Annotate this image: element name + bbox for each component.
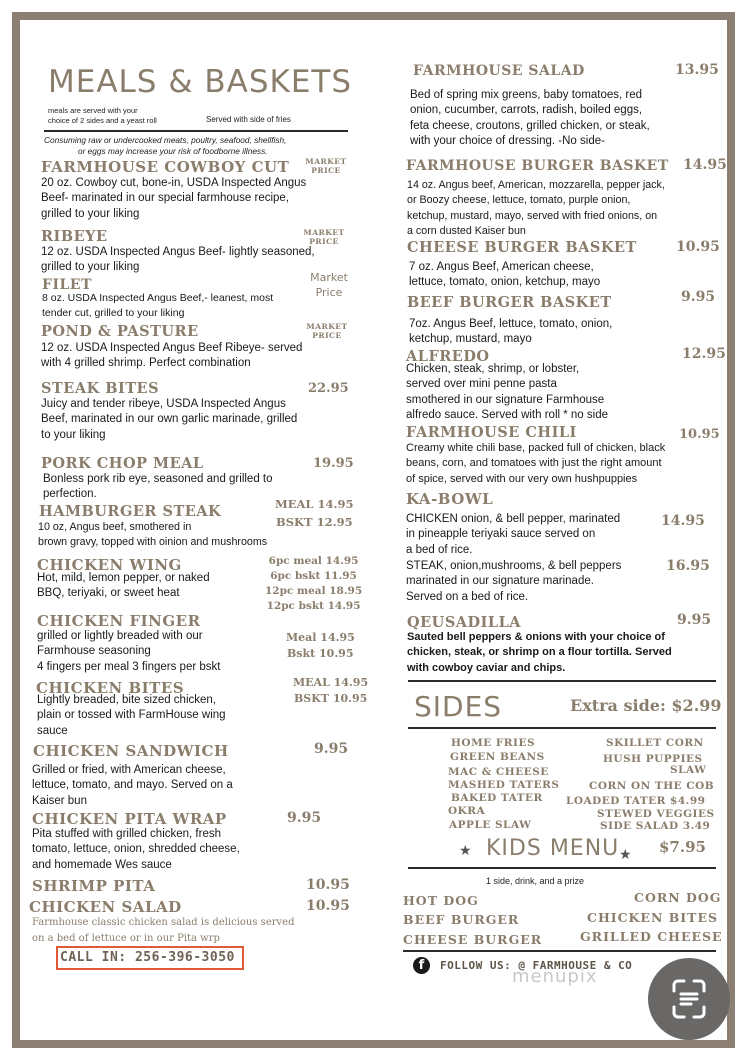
- item-title-chicken-bites: CHICKEN BITES: [36, 679, 185, 697]
- item-title-pork-chop: PORK CHOP MEAL: [41, 455, 204, 472]
- price-chicken-pita: 9.95: [287, 810, 322, 826]
- side-item: CORN ON THE COB: [589, 780, 715, 792]
- price-shrimp-pita: 10.95: [306, 877, 350, 893]
- desc-pork-chop: Bonless pork rib eye, seasoned and grilled to perfection.: [43, 473, 273, 501]
- side-item: MASHED TATERS: [448, 779, 560, 791]
- side-item: MAC & CHEESE: [448, 766, 549, 778]
- desc-pond-pasture: 12 oz. USDA Inspected Angus Beef Ribeye- served with 4 grilled shrimp. Perfect combination: [41, 342, 303, 370]
- desc-chicken-bites: Lightly breaded, bite sized chicken, plain or tossed with FarmHouse wing sauce: [37, 694, 226, 737]
- kids-item: CORN DOG: [634, 890, 722, 905]
- item-title-pond-pasture: POND & PASTURE: [41, 323, 199, 340]
- side-item: LOADED TATER $4.99: [566, 795, 706, 807]
- kids-rule: [408, 867, 716, 869]
- price-ka-bowl-steak: 16.95: [666, 558, 710, 574]
- price-alfredo: 12.95: [682, 346, 726, 362]
- side-item: SLAW: [670, 764, 707, 776]
- side-item: OKRA: [448, 805, 486, 817]
- desc-chicken-sandwich: Grilled or fried, with American cheese, lettuce, tomato, and mayo. Served on a Kaiser bun: [32, 764, 233, 807]
- item-title-chicken-wing: CHICKEN WING: [37, 556, 182, 574]
- desc-farmhouse-burger: 14 oz. Angus beef, American, mozzarella, pepper jack, or Boozy cheese, lettuce, tomato, purple onion, ketchup, mustard, mayo, served with fried onions, on a corn dusted Kaiser bun: [407, 179, 665, 238]
- price-farmhouse-salad: 13.95: [675, 62, 719, 78]
- star-icon: ★: [459, 842, 472, 858]
- price-finger-bskt: Bskt 10.95: [287, 647, 354, 660]
- extra-side-price: Extra side: $2.99: [570, 696, 722, 715]
- desc-quesadilla: Sauted bell peppers & onions with your choice of chicken, steak, or shrimp on a flour tortilla. Served with cowboy caviar and chips.: [407, 631, 672, 674]
- desc-chicken-finger: grilled or lightly breaded with our Farmhouse seasoning 4 fingers per meal 3 fingers per bskt: [37, 630, 221, 673]
- desc-steak-bites: Juicy and tender ribeye, USDA Inspected Angus Beef, marinated in our own garlic marinade, grilled to your liking: [41, 398, 298, 441]
- desc-beef-burger: 7oz. Angus Beef, lettuce, tomato, onion, ketchup, mustard, mayo: [409, 318, 613, 346]
- desc-farmhouse-chili: Creamy white chili base, packed full of chicken, black beans, corn, and tomatoes with just the right amount of spice, served with our very own hushpuppies: [406, 442, 666, 485]
- watermark: menupix: [512, 966, 598, 987]
- item-title-chicken-salad: CHICKEN SALAD: [29, 898, 182, 916]
- price-farmhouse-chili: 10.95: [679, 427, 720, 442]
- item-title-cowboy-cut: FARMHOUSE COWBOY CUT: [41, 158, 290, 176]
- desc-chicken-salad: Farmhouse classic chicken salad is delicious served on a bed of lettuce or in our Pita wrp: [32, 917, 295, 944]
- item-title-alfredo: ALFREDO: [406, 348, 490, 365]
- follow-us-text[interactable]: FOLLOW US: @ FARMHOUSE & CO: [440, 959, 633, 972]
- kids-item: CHEESE BURGER: [403, 932, 543, 947]
- price-hamburger-meal: MEAL 14.95: [275, 497, 354, 511]
- side-item: HOME FRIES: [451, 737, 536, 749]
- kids-item: CHICKEN BITES: [587, 910, 718, 925]
- call-in-phone[interactable]: CALL IN: 256-396-3050: [60, 950, 235, 965]
- footer-rule: [403, 950, 716, 952]
- sides-note-2: choice of 2 sides and a yeast roll: [48, 116, 157, 125]
- side-item: SKILLET CORN: [606, 737, 704, 749]
- price-beef-burger: 9.95: [681, 289, 716, 305]
- kids-item: GRILLED CHEESE: [580, 929, 723, 944]
- facebook-icon[interactable]: f: [413, 957, 430, 974]
- item-title-quesadilla: QEUSADILLA: [407, 614, 522, 631]
- item-title-shrimp-pita: SHRIMP PITA: [32, 877, 156, 895]
- price-pond-pasture: MARKET PRICE: [306, 322, 348, 340]
- kids-item: HOT DOG: [403, 893, 479, 908]
- price-chicken-salad: 10.95: [306, 898, 350, 914]
- price-finger-meal: Meal 14.95: [286, 631, 355, 644]
- price-pork-chop: 19.95: [313, 456, 354, 471]
- desc-chicken-wing: Hot, mild, lemon pepper, or naked BBQ, teriyaki, or sweet heat: [37, 572, 210, 600]
- price-cheese-burger: 10.95: [676, 239, 720, 255]
- scan-icon: [648, 958, 730, 1040]
- desc-cheese-burger: 7 oz. Angus Beef, American cheese, lettuce, tomato, onion, ketchup, mayo: [409, 261, 601, 289]
- desc-cowboy-cut: 20 oz. Cowboy cut, bone-in, USDA Inspected Angus Beef- marinated in our special farmhouse recipe, grilled to your liking: [41, 177, 307, 220]
- price-cowboy-cut: MARKET PRICE: [305, 157, 347, 175]
- item-title-hamburger-steak: HAMBURGER STEAK: [39, 503, 222, 520]
- scan-lens-button[interactable]: [648, 958, 730, 1040]
- price-chicken-sandwich: 9.95: [314, 741, 349, 757]
- side-item: GREEN BEANS: [450, 751, 545, 763]
- price-ribeye: MARKET PRICE: [303, 228, 345, 246]
- sides-title: SIDES: [414, 690, 503, 723]
- item-title-ribeye: RIBEYE: [41, 228, 108, 245]
- item-title-chicken-pita: CHICKEN PITA WRAP: [32, 810, 227, 828]
- side-item: BAKED TATER: [451, 792, 543, 804]
- desc-hamburger-steak: 10 oz, Angus beef, smothered in brown gravy, topped with oinion and mushrooms: [38, 521, 268, 549]
- fries-note: Served with side of fries: [206, 115, 291, 124]
- desc-chicken-pita: Pita stuffed with grilled chicken, fresh tomato, lettuce, onion, shredded cheese, and homemade Wes sauce: [32, 828, 240, 871]
- desc-ka-bowl-chicken: CHICKEN onion, & bell pepper, marinated in pineapple teriyaki sauce served on a bed of rice.: [406, 513, 621, 556]
- kids-menu-title: KIDS MENU: [486, 836, 620, 861]
- desc-farmhouse-salad: Bed of spring mix greens, baby tomatoes, red onion, cucumber, carrots, radish, boiled eggs, feta cheese, croutons, grilled chicken, or steak, with your choice of dressing. -No side-: [410, 89, 650, 148]
- item-title-farmhouse-chili: FARMHOUSE CHILI: [406, 424, 577, 441]
- side-item: SIDE SALAD 3.49: [600, 820, 711, 832]
- food-warning-1: Consuming raw or undercooked meats, poultry, seafood, shellfish,: [44, 135, 287, 145]
- page-title: MEALS & BASKETS: [48, 64, 353, 100]
- kids-item: BEEF BURGER: [403, 912, 520, 927]
- header-rule: [44, 130, 348, 132]
- item-title-beef-burger: BEEF BURGER BASKET: [407, 294, 612, 311]
- side-item: HUSH PUPPIES: [603, 753, 703, 765]
- item-title-ka-bowl: KA-BOWL: [406, 490, 494, 508]
- price-quesadilla: 9.95: [677, 612, 712, 628]
- price-list-chicken-wing: 6pc meal 14.95 6pc bskt 11.95 12pc meal 18.95 12pc bskt 14.95: [265, 555, 363, 612]
- item-title-chicken-sandwich: CHICKEN SANDWICH: [33, 742, 229, 760]
- item-title-farmhouse-burger: FARMHOUSE BURGER BASKET: [406, 158, 669, 174]
- desc-ka-bowl-steak: STEAK, onion,mushrooms, & bell peppers marinated in our signature marinade. Served on a bed of rice.: [406, 560, 622, 603]
- side-item: STEWED VEGGIES: [597, 808, 715, 820]
- item-title-farmhouse-salad: FARMHOUSE SALAD: [413, 63, 585, 79]
- price-farmhouse-burger: 14.95: [683, 157, 727, 173]
- price-filet: Market Price: [310, 271, 348, 299]
- item-title-steak-bites: STEAK BITES: [41, 380, 160, 397]
- sides-note-1: meals are served with your: [48, 106, 138, 115]
- kids-menu-note: 1 side, drink, and a prize: [486, 876, 585, 886]
- item-title-chicken-finger: CHICKEN FINGER: [37, 612, 201, 630]
- item-title-filet: FILET: [42, 277, 92, 293]
- price-hamburger-bskt: BSKT 12.95: [276, 515, 353, 529]
- desc-filet: 8 oz. USDA Inspected Angus Beef,- leanest, most tender cut, grilled to your liking: [42, 292, 274, 319]
- item-title-cheese-burger: CHEESE BURGER BASKET: [407, 239, 637, 256]
- star-icon: ★: [619, 846, 632, 862]
- price-bites-meal: MEAL 14.95: [293, 676, 369, 689]
- price-steak-bites: 22.95: [308, 381, 349, 396]
- food-warning-2: or eggs may increase your risk of foodborne illness.: [78, 146, 268, 156]
- kids-menu-price: $7.95: [659, 838, 706, 856]
- desc-alfredo: Chicken, steak, shrimp, or lobster, served over mini penne pasta smothered in our signature Farmhouse alfredo sauce. Served with roll * no side: [406, 363, 608, 422]
- price-bites-bskt: BSKT 10.95: [294, 692, 368, 705]
- sides-mid-rule: [408, 727, 716, 729]
- price-ka-bowl-chicken: 14.95: [661, 513, 705, 529]
- desc-ribeye: 12 oz. USDA Inspected Angus Beef- lightly seasoned, grilled to your liking: [41, 246, 315, 274]
- side-item: APPLE SLAW: [449, 819, 532, 831]
- sides-top-rule: [408, 680, 716, 682]
